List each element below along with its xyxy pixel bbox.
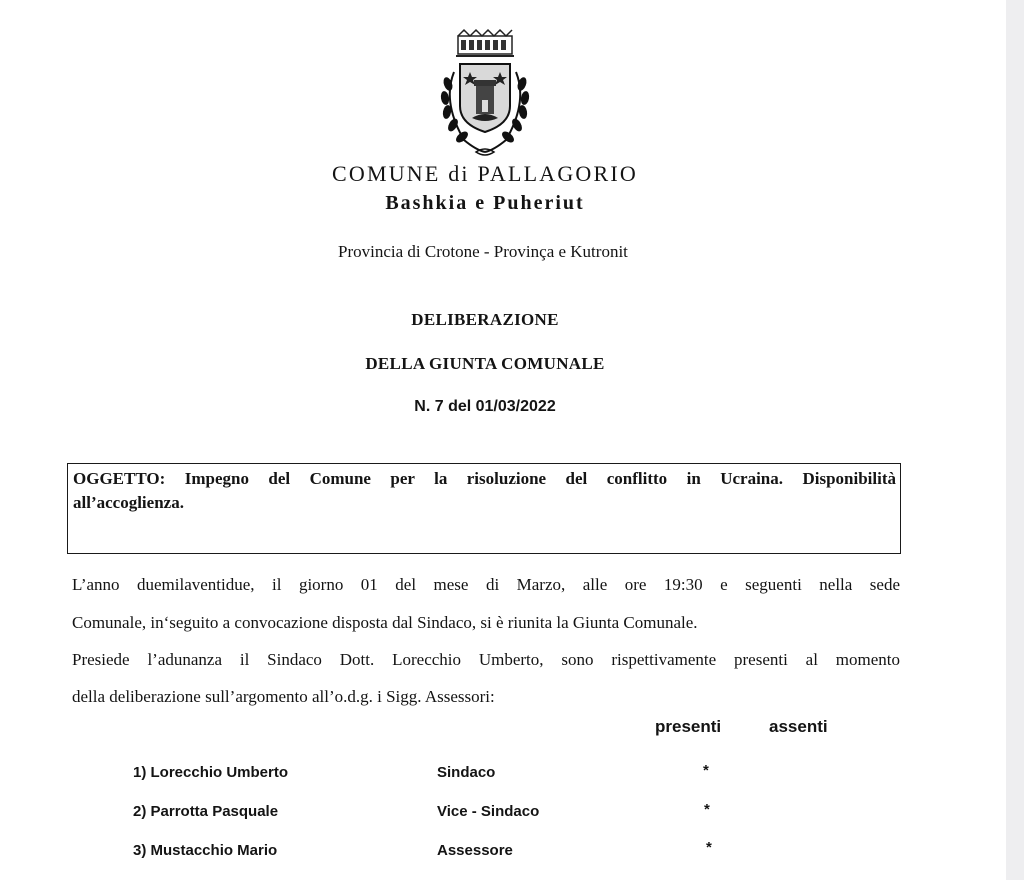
oggetto-line-2: all’accoglienza. (73, 493, 184, 512)
attendee-role: Sindaco (437, 764, 496, 781)
column-presenti: presenti (655, 717, 722, 736)
body-line-2: Comunale, in‘seguito a convocazione disposta dal Sindaco, si è riunita la Giunta Comunale. (72, 613, 698, 632)
oggetto-text (73, 467, 896, 515)
deliberazione-number: N. 7 del 01/03/2022 (414, 398, 556, 415)
attendee-role: Vice - Sindaco (437, 803, 540, 820)
body-line-4: della deliberazione sull’argomento all’o.d.g. i Sigg. Assessori: (72, 687, 495, 706)
giunta-heading: DELLA GIUNTA COMUNALE (365, 354, 605, 373)
attendee-name: 2) Parrotta Pasquale (133, 803, 279, 820)
presente-mark: * (703, 762, 709, 779)
comune-title: COMUNE di PALLAGORIO (332, 161, 638, 186)
body-line-3: Presiede l’adunanza il Sindaco Dott. Lorecchio Umberto, sono rispettivamente presenti al momento (72, 650, 900, 669)
attendee-name: 3) Mustacchio Mario (133, 842, 278, 859)
provincia-line: Provincia di Crotone - Provinça e Kutronit (338, 242, 628, 261)
attendee-role: Assessore (437, 842, 513, 859)
bashkia-title: Bashkia e Puheriut (385, 192, 585, 214)
column-assenti: assenti (769, 717, 828, 736)
coat-of-arms-icon (430, 28, 540, 160)
presente-mark: * (704, 801, 710, 818)
deliberazione-heading: DELIBERAZIONE (411, 310, 559, 329)
presente-mark: * (706, 839, 712, 856)
attendee-name: 1) Lorecchio Umberto (133, 764, 289, 781)
page-edge (1006, 0, 1024, 880)
body-line-1: L’anno duemilaventidue, il giorno 01 del mese di Marzo, alle ore 19:30 e seguenti nella sede (72, 575, 900, 594)
oggetto-box (67, 463, 901, 554)
oggetto-line-1: OGGETTO: Impegno del Comune per la risoluzione del conflitto in Ucraina. Disponibilità (73, 469, 896, 488)
